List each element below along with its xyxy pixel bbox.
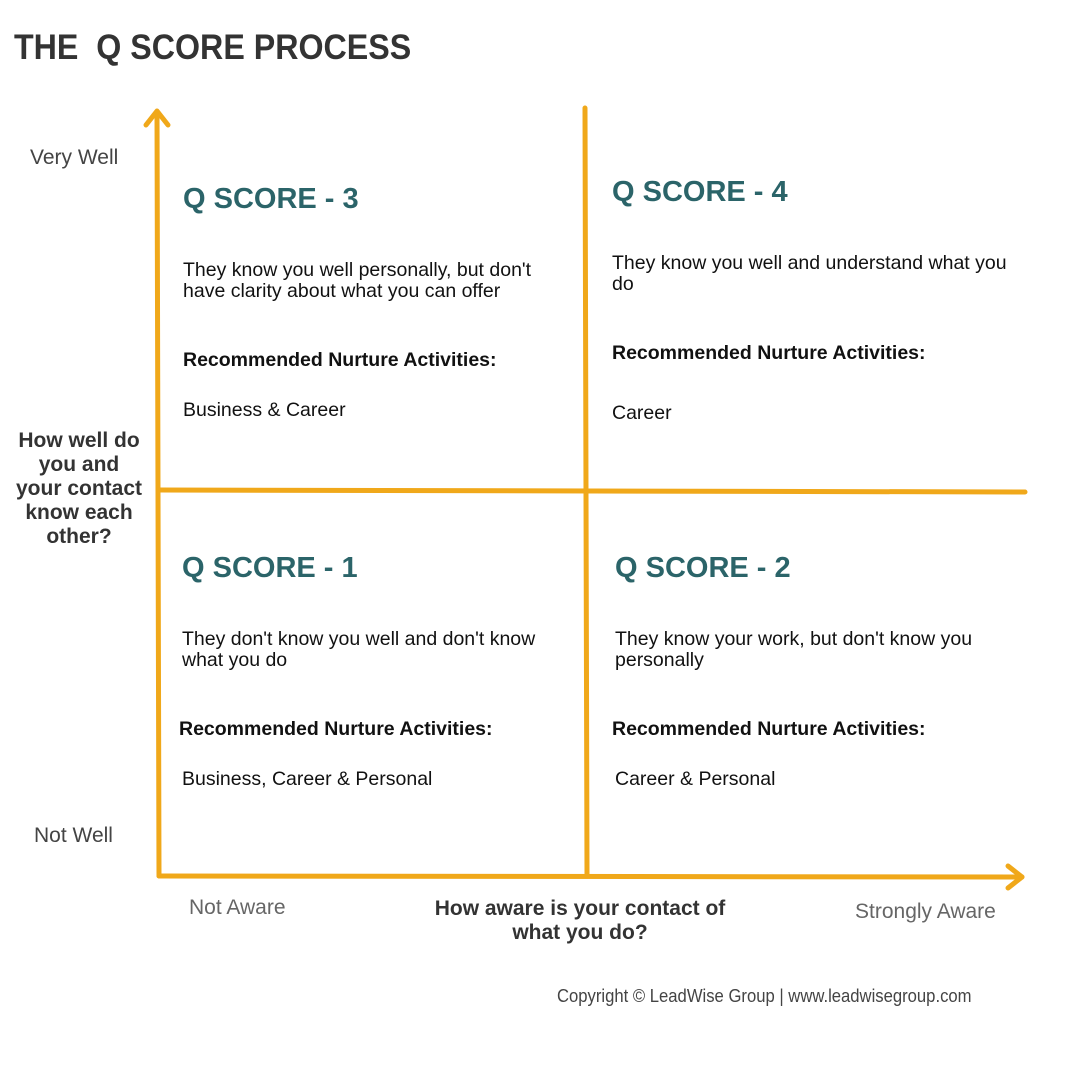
x-axis-right-label: Strongly Aware	[855, 900, 996, 923]
horizontal-divider	[159, 490, 1025, 492]
quadrant-1-heading: Recommended Nurture Activities:	[179, 718, 493, 740]
x-axis-line	[159, 876, 1022, 877]
quadrant-2-heading: Recommended Nurture Activities:	[612, 718, 926, 740]
page-title: THE Q SCORE PROCESS	[14, 28, 412, 67]
quadrant-4-heading: Recommended Nurture Activities:	[612, 342, 926, 364]
quadrant-1-description: They don't know you well and don't know what you do	[182, 628, 536, 671]
quadrant-1-activities: Business, Career & Personal	[182, 768, 433, 790]
y-axis-title: How well do you and your contact know each other?	[15, 429, 143, 548]
x-axis-title: How aware is your contact of what you do?	[434, 897, 726, 944]
y-axis-line	[157, 112, 159, 876]
y-axis-bottom-label: Not Well	[34, 824, 113, 847]
quadrant-2-description: They know your work, but don't know you personally	[615, 628, 973, 671]
quadrant-1-score: Q SCORE - 1	[182, 552, 358, 584]
quadrant-2-activities: Career & Personal	[615, 768, 776, 790]
quadrant-4-score: Q SCORE - 4	[612, 176, 788, 208]
quadrant-3-description: They know you well personally, but don't have clarity about what you can offer	[183, 259, 532, 302]
copyright-notice: Copyright © LeadWise Group | www.leadwisegroup.com	[557, 985, 972, 1006]
quadrant-3-activities: Business & Career	[183, 399, 346, 421]
quadrant-4-activities: Career	[612, 402, 672, 424]
quadrant-3-heading: Recommended Nurture Activities:	[183, 349, 497, 371]
x-axis-left-label: Not Aware	[189, 896, 286, 919]
y-axis-top-label: Very Well	[30, 146, 119, 169]
quadrant-3-score: Q SCORE - 3	[183, 183, 359, 215]
quadrant-4-description: They know you well and understand what you do	[612, 252, 1007, 295]
quadrant-2-score: Q SCORE - 2	[615, 552, 791, 584]
